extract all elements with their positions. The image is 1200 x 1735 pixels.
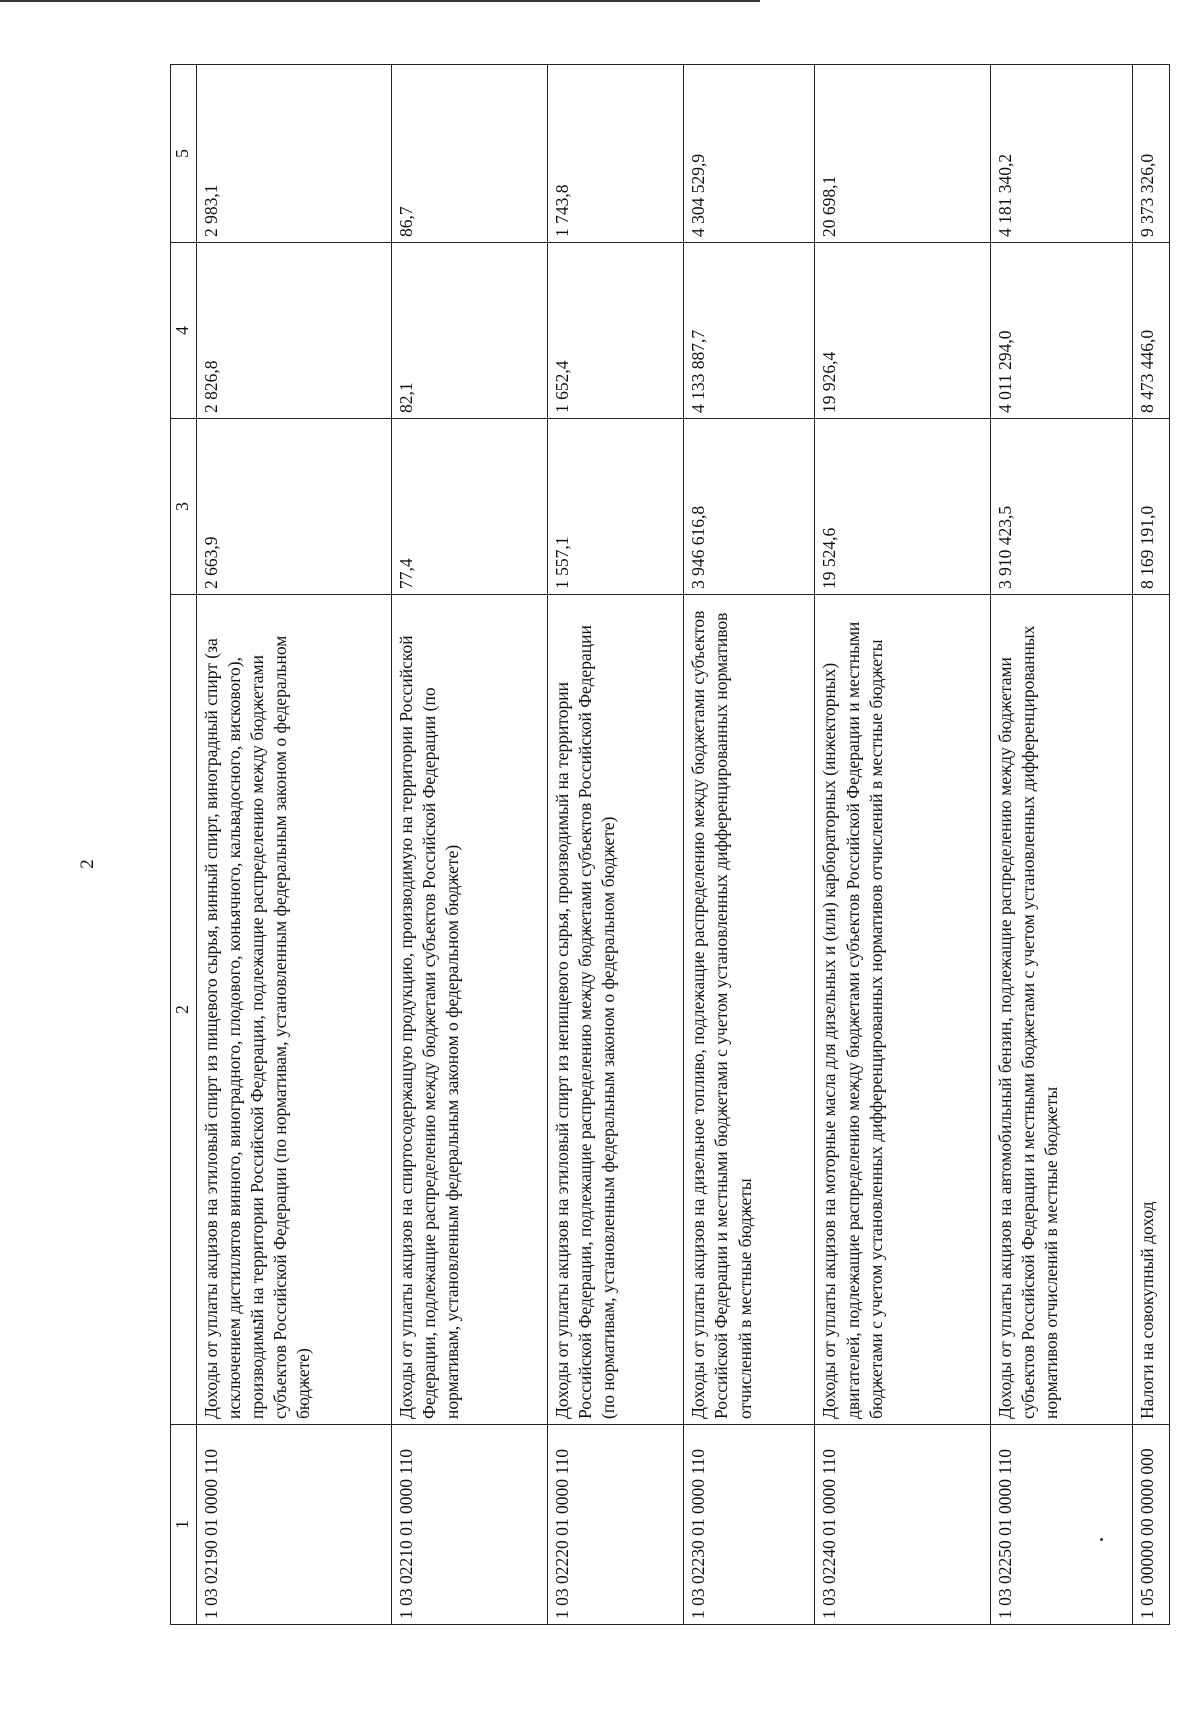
- page-number: 2: [77, 859, 98, 869]
- description-cell: Доходы от уплаты акцизов на спиртосодержащую продукцию, производимую на территории Российской Федерации, подлежащие распределению между бюджетами субъектов Российской Федерации (по нормативам, установленным федеральным законом о федеральном бюджете): [392, 595, 548, 1425]
- amount-cell: 4 181 340,2: [991, 65, 1133, 243]
- header-cell: 3: [171, 419, 197, 595]
- classification-code-cell: 1 03 02210 01 0000 110: [392, 1425, 548, 1625]
- amount-cell: 4 011 294,0: [991, 243, 1133, 419]
- amount-cell: 3 910 423,5: [991, 419, 1133, 595]
- amount-cell: 86,7: [392, 65, 548, 243]
- description-cell: Доходы от уплаты акцизов на моторные масла для дизельных и (или) карбюраторных (инжекторных) двигателей, подлежащие распределению между бюджетами субъектов Российской Федерации и местными бюджетами с учетом установленных дифференцированных нормативов отчислений в местные бюджеты: [815, 595, 991, 1425]
- description-cell: Налоги на совокупный доход: [1133, 595, 1170, 1425]
- table-row: [547, 65, 684, 1625]
- revenue-table: [170, 64, 1170, 1625]
- description-cell: Доходы от уплаты акцизов на этиловый спирт из непищевого сырья, производимый на территории Российской Федерации, подлежащие распределению между бюджетами субъектов Российской Федерации (по нормативам, установленным федеральным законом о федеральном бюджете): [547, 595, 684, 1425]
- amount-cell: 1 557,1: [547, 419, 684, 595]
- header-cell: 2: [171, 595, 197, 1425]
- table-row: [392, 65, 548, 1625]
- description-cell: Доходы от уплаты акцизов на дизельное топливо, подлежащие распределению между бюджетами субъектов Российской Федерации и местными бюджетами с учетом установленных дифференцированных нормативов отчислений в местные бюджеты: [684, 595, 815, 1425]
- page-top-edge-line: [0, 0, 760, 2]
- amount-cell: 77,4: [392, 419, 548, 595]
- amount-cell: 2 983,1: [196, 65, 392, 243]
- amount-cell: 1 652,4: [547, 243, 684, 419]
- rotated-table-container: [170, 65, 1170, 1625]
- description-cell: Доходы от уплаты акцизов на этиловый спирт из пищевого сырья, винный спирт, виноградный спирт (за исключением дистиллятов винного, виноградного, плодового, коньячного, кальвадосного, вискового), производимый на территории Российской Федерации, подлежащие распределению между бюджетами субъектов Российской Федерации (по нормативам, установленным федеральным законом о федеральном бюджете): [196, 595, 392, 1425]
- header-cell: 1: [171, 1425, 197, 1625]
- description-cell: Доходы от уплаты акцизов на автомобильный бензин, подлежащие распределению между бюджетами субъектов Российской Федерации и местными бюджетами с учетом установленных дифференцированных нормативов отчислений в местные бюджеты: [991, 595, 1133, 1425]
- table-row: [1133, 65, 1170, 1625]
- amount-cell: 1 743,8: [547, 65, 684, 243]
- table-row: [196, 65, 392, 1625]
- amount-cell: 20 698,1: [815, 65, 991, 243]
- amount-cell: 82,1: [392, 243, 548, 419]
- classification-code-cell: 1 03 02240 01 0000 110: [815, 1425, 991, 1625]
- classification-code-cell: 1 03 02220 01 0000 110: [547, 1425, 684, 1625]
- amount-cell: 4 133 887,7: [684, 243, 815, 419]
- table-header-row: [171, 65, 197, 1625]
- amount-cell: 2 663,9: [196, 419, 392, 595]
- classification-code-cell: 1 03 02190 01 0000 110: [196, 1425, 392, 1625]
- header-cell: 4: [171, 243, 197, 419]
- table-row: [991, 65, 1133, 1625]
- amount-cell: 2 826,8: [196, 243, 392, 419]
- classification-code-cell: 1 03 02230 01 0000 110: [684, 1425, 815, 1625]
- amount-cell: 4 304 529,9: [684, 65, 815, 243]
- table-row: [815, 65, 991, 1625]
- amount-cell: 3 946 616,8: [684, 419, 815, 595]
- classification-code-cell: 1 03 02250 01 0000 110: [991, 1425, 1133, 1625]
- amount-cell: 19 524,6: [815, 419, 991, 595]
- amount-cell: 9 373 326,0: [1133, 65, 1170, 243]
- table-row: [684, 65, 815, 1625]
- classification-code-cell: 1 05 00000 00 0000 000: [1133, 1425, 1170, 1625]
- amount-cell: 19 926,4: [815, 243, 991, 419]
- header-cell: 5: [171, 65, 197, 243]
- amount-cell: 8 169 191,0: [1133, 419, 1170, 595]
- amount-cell: 8 473 446,0: [1133, 243, 1170, 419]
